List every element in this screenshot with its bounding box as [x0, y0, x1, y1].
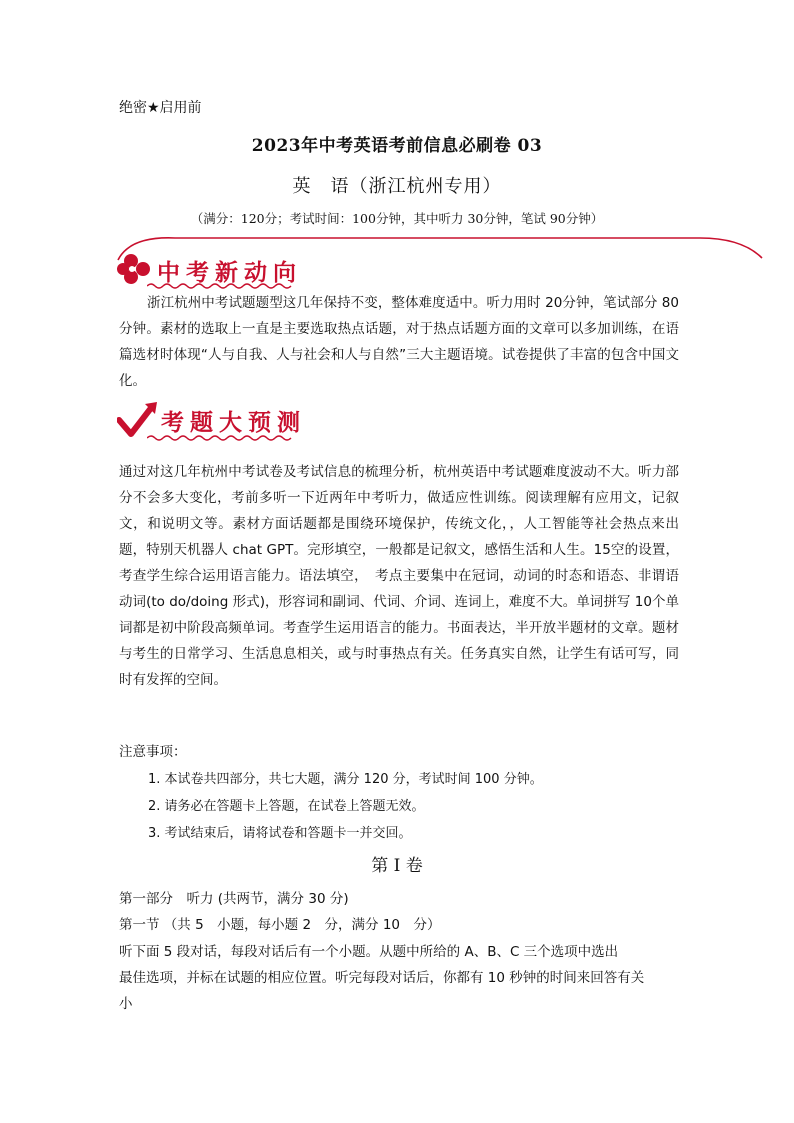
section-title: 第一节 （共 5 小题，每小题 2 分，满分 10 分） [119, 917, 441, 933]
part-title: 第一部分 听力 (共两节，满分 30 分) [119, 891, 349, 907]
notes-item: 2. 请务必在答题卡上答题，在试卷上答题无效。 [148, 799, 425, 814]
notes-item: 3. 考试结束后，请将试卷和答题卡一并交回。 [148, 826, 412, 841]
wavy-underline [147, 434, 297, 442]
banner-prediction [117, 400, 306, 440]
wavy-underline [147, 282, 297, 290]
page-title: 2023年中考英语考前信息必刷卷 03 [251, 136, 543, 156]
volume-title: 第 I 卷 [371, 856, 423, 876]
confidential-label: 绝密★启用前 [119, 100, 202, 116]
new-trends-paragraph: 浙江杭州中考试题题型这几年保持不变，整体难度适中。听力用时 20分钟，笔试部分 80分钟。素材的选取上一直是主要选取热点话题，对于热点话题方面的文章可以多加训练，在语篇选材时体现“人与自我、人与社会和人与自然”三大主题语境。试卷提供了丰富的包含中国文化。 [119, 295, 679, 389]
banner-new-trends [117, 252, 302, 288]
subject-title: 英 语（浙江杭州专用） [292, 176, 502, 197]
listening-instruction: 听下面 5 段对话，每段对话后有一个小题。从题中所给的 A、B、C 三个选项中选出 最佳选项，并标在试题的相应位置。听完每段对话后，你都有 10 秒钟的时间来回答有关 小 [119, 944, 645, 1012]
notes-list [148, 766, 668, 847]
score-info: （满分：120分；考试时间：100分钟，其中听力 30分钟，笔试 90分钟） [190, 211, 604, 226]
notes-item: 1. 本试卷共四部分，共七大题，满分 120 分，考试时间 100 分钟。 [148, 772, 543, 787]
prediction-paragraph: 通过对这几年杭州中考试卷及考试信息的梳理分析，杭州英语中考试题难度波动不大。听力部分不会多大变化，考前多听一下近两年中考听力，做适应性训练。阅读理解有应用文，记叙文，和说明文等。素材方面话题都是围绕环境保护，传统文化，，人工智能等社会热点来出题，特别天机器人 chat GPT。完形填空，一般都是记叙文，感悟生活和人生。15空的设置，考查学生综合运用语言能力。语法填空， 考点主要集中在冠词，动词的时态和语态、非谓语动词(to do/doing 形式)，形容词和副词、代词、介词、连词上，难度不大。单词拼写 10个单词都是初中阶段高频单词。考查学生运用语言的能力。书面表达，半开放半题材的文章。题材与考生的日常学习、生活息息相关，或与时事热点有关。任务真实自然，让学生有话可写，同时有发挥的空间。 [119, 464, 679, 688]
notes-title: 注意事项： [119, 744, 187, 760]
banner-new-trends-label: 中考新动向 [157, 259, 302, 286]
banner-prediction-label: 考题大预测 [161, 409, 306, 436]
